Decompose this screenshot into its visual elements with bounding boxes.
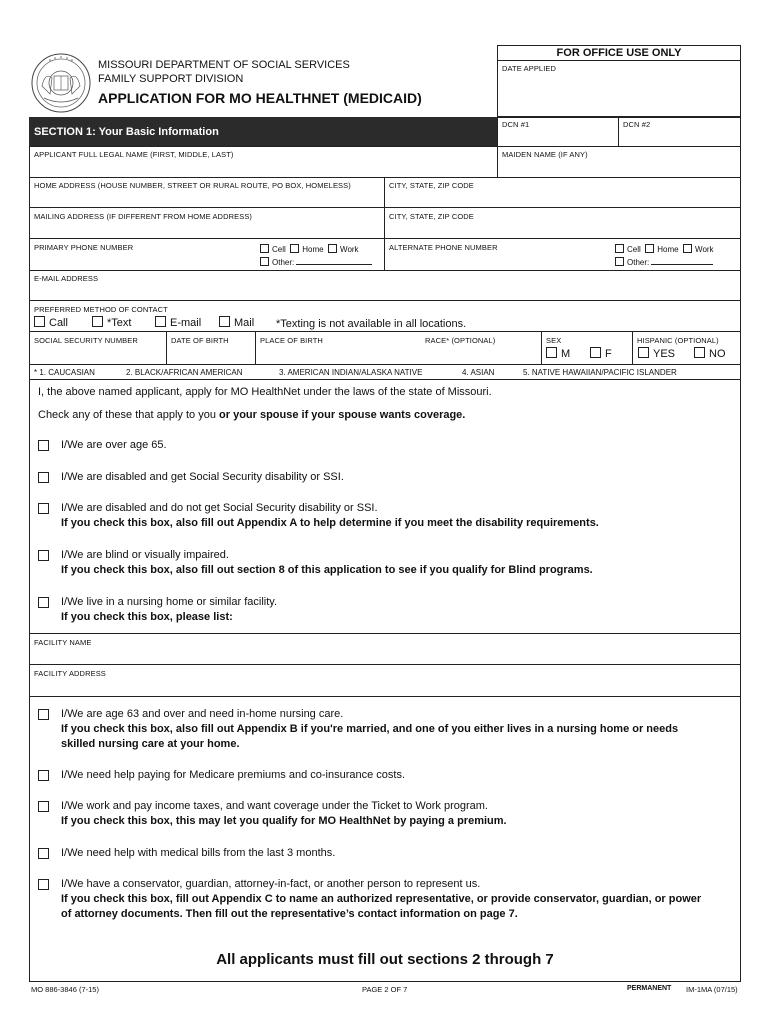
contact-mail-checkbox[interactable] [219,316,230,327]
full-name-label: APPLICANT FULL LEGAL NAME (FIRST, MIDDLE, LAST) [34,150,234,159]
primary-other-line[interactable] [296,257,372,265]
all-applicants-note: All applicants must fill out sections 2 through 7 [216,951,554,968]
page-number: PAGE 2 OF 7 [362,985,408,994]
hispanic-yes-checkbox[interactable] [638,347,649,358]
form-number: MO 886-3846 (7-15) [31,985,99,994]
office-use-heading: FOR OFFICE USE ONLY [556,47,682,59]
representative-note: If you check this box, fill out Appendix C to name an authorized representative, or provide conservator, guardian, or power [61,893,702,905]
form-title: APPLICATION FOR MO HEALTHNET (MEDICAID) [98,90,422,106]
alt-other-label: Other: [627,258,650,267]
in-home-care-text: I/We are age 63 and over and need in-home nursing care. [61,708,344,720]
texting-note: *Texting is not available in all locations. [276,318,467,330]
dob-label: DATE OF BIRTH [171,336,229,345]
medical-bills-checkbox[interactable] [38,848,49,859]
blind-note: If you check this box, also fill out section 8 of this application to see if you qualify for Blind programs. [61,564,593,576]
primary-phone-label: PRIMARY PHONE NUMBER [34,243,134,252]
medicare-premiums-checkbox[interactable] [38,770,49,781]
im-code: IM-1MA (07/15) [686,985,738,994]
race-option-3: 3. AMERICAN INDIAN/ALASKA NATIVE [279,368,423,377]
alt-home-checkbox[interactable] [645,244,654,253]
contact-mail-label: Mail [234,317,255,329]
contact-call-checkbox[interactable] [34,316,45,327]
nursing-home-checkbox[interactable] [38,597,49,608]
in-home-care-note-2: skilled nursing care at your home. [61,738,240,750]
race-option-4: 4. ASIAN [462,368,495,377]
representative-checkbox[interactable] [38,879,49,890]
home-address-label: HOME ADDRESS (HOUSE NUMBER, STREET OR RURAL ROUTE, PO BOX, HOMELESS) [34,181,351,190]
facility-name-field[interactable] [29,633,741,665]
preferred-contact-label: PREFERRED METHOD OF CONTACT [34,305,168,314]
primary-work-checkbox[interactable] [328,244,337,253]
alt-cell-checkbox[interactable] [615,244,624,253]
email-field[interactable] [29,270,741,301]
sex-f-checkbox[interactable] [590,347,601,358]
facility-address-label: FACILITY ADDRESS [34,669,106,678]
check-instructions-bold: or your spouse if your spouse wants coverage. [219,409,466,421]
alt-other-line[interactable] [651,257,713,265]
blind-text: I/We are blind or visually impaired. [61,549,229,561]
medicare-premiums-text: I/We need help paying for Medicare premiums and co-insurance costs. [61,769,406,781]
alt-work-checkbox[interactable] [683,244,692,253]
disabled-no-ssi-note: If you check this box, also fill out Appendix A to help determine if you meet the disability requirements. [61,517,599,529]
representative-text: I/We have a conservator, guardian, attorney-in-fact, or another person to represent us. [61,878,481,890]
over-65-checkbox[interactable] [38,440,49,451]
alt-other-checkbox[interactable] [615,257,624,266]
over-65-text: I/We are over age 65. [61,439,167,451]
mailing-address-label: MAILING ADDRESS (IF DIFFERENT FROM HOME ADDRESS) [34,212,253,221]
race-option-5: 5. NATIVE HAWAIIAN/PACIFIC ISLANDER [523,368,677,377]
primary-work-label: Work [340,245,359,254]
alternate-phone-label: ALTERNATE PHONE NUMBER [389,243,498,252]
alt-home-label: Home [657,245,679,254]
race-label: RACE* (OPTIONAL) [425,336,496,345]
check-instructions-prefix: Check any of these that apply to you [38,409,220,421]
hispanic-no-label: NO [709,348,726,360]
primary-home-label: Home [302,245,324,254]
contact-text-label: *Text [107,317,132,329]
disabled-no-ssi-checkbox[interactable] [38,503,49,514]
disabled-ssi-text: I/We are disabled and get Social Security disability or SSI. [61,471,344,483]
race-option-2: 2. BLACK/AFRICAN AMERICAN [126,368,243,377]
hispanic-label: HISPANIC (OPTIONAL) [637,336,719,345]
primary-cell-label: Cell [272,245,286,254]
contact-email-label: E-mail [170,317,202,329]
hispanic-yes-label: YES [653,348,676,360]
hispanic-no-checkbox[interactable] [694,347,705,358]
contact-call-label: Call [49,317,68,329]
missouri-state-seal-icon [30,52,92,114]
sex-m-label: M [561,348,571,360]
disabled-no-ssi-text: I/We are disabled and do not get Social Security disability or SSI. [61,502,378,514]
nursing-home-text: I/We live in a nursing home or similar facility. [61,596,277,608]
section1-title: SECTION 1: Your Basic Information [34,126,219,138]
home-city-label: CITY, STATE, ZIP CODE [389,181,474,190]
facility-name-label: FACILITY NAME [34,638,92,647]
in-home-care-note: If you check this box, also fill out Appendix B if you're married, and one of you either lives in a nursing home or needs [61,723,679,735]
ticket-to-work-checkbox[interactable] [38,801,49,812]
check-instructions [38,409,465,421]
alt-cell-label: Cell [627,245,641,254]
sex-label: SEX [546,336,562,345]
department-name: MISSOURI DEPARTMENT OF SOCIAL SERVICES [98,59,350,71]
nursing-home-note: If you check this box, please list: [61,611,233,623]
division-name: FAMILY SUPPORT DIVISION [98,73,244,85]
ticket-to-work-note: If you check this box, this may let you qualify for MO HealthNet by paying a premium. [61,815,507,827]
primary-other-label: Other: [272,258,295,267]
contact-text-checkbox[interactable] [92,316,103,327]
email-label: E-MAIL ADDRESS [34,274,99,283]
in-home-care-checkbox[interactable] [38,709,49,720]
primary-home-checkbox[interactable] [290,244,299,253]
dcn1-label: DCN #1 [502,120,530,129]
date-applied-label: DATE APPLIED [502,64,556,73]
blind-checkbox[interactable] [38,550,49,561]
dcn2-label: DCN #2 [623,120,651,129]
primary-cell-checkbox[interactable] [260,244,269,253]
permanent-label: PERMANENT [627,985,672,992]
maiden-name-label: MAIDEN NAME (IF ANY) [502,150,588,159]
sex-f-label: F [605,348,612,360]
alt-work-label: Work [695,245,714,254]
medical-bills-text: I/We need help with medical bills from the last 3 months. [61,847,336,859]
primary-other-checkbox[interactable] [260,257,269,266]
disabled-ssi-checkbox[interactable] [38,472,49,483]
race-option-1: * 1. CAUCASIAN [34,368,95,377]
ticket-to-work-text: I/We work and pay income taxes, and want coverage under the Ticket to Work program. [61,800,488,812]
facility-address-field[interactable] [29,664,741,697]
pob-label: PLACE OF BIRTH [260,336,323,345]
contact-email-checkbox[interactable] [155,316,166,327]
representative-note-2: of attorney documents. Then fill out the representative’s contact information on page 7. [61,908,518,920]
intro-text: I, the above named applicant, apply for MO HealthNet under the laws of the state of Missouri. [38,386,492,398]
ssn-label: SOCIAL SECURITY NUMBER [34,336,138,345]
sex-m-checkbox[interactable] [546,347,557,358]
mailing-city-label: CITY, STATE, ZIP CODE [389,212,474,221]
